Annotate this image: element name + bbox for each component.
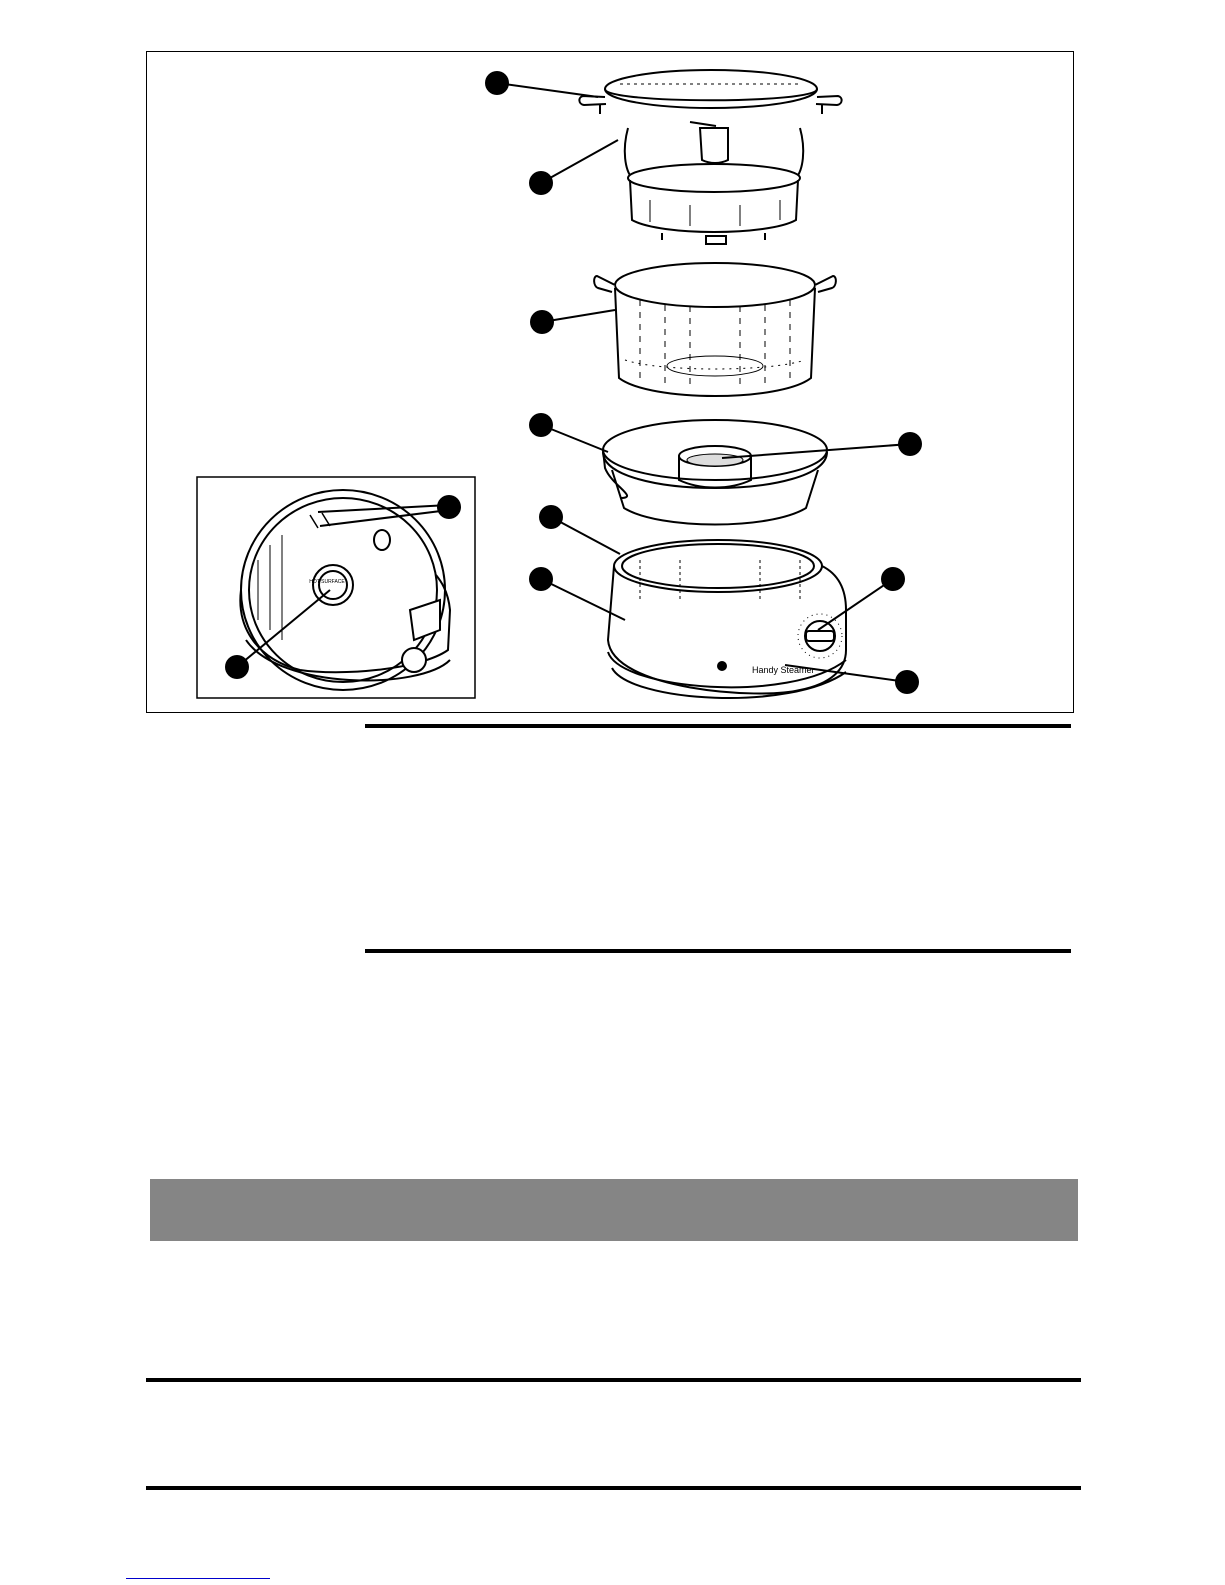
divider-rule-1 xyxy=(146,1378,1081,1382)
footnote-separator xyxy=(126,1578,270,1579)
callout-timer xyxy=(881,567,905,591)
callout-seasonings-basket xyxy=(898,432,922,456)
callout-water-reservoir xyxy=(539,505,563,529)
rice-bowl-drawing xyxy=(625,122,803,244)
divider-rule-2 xyxy=(146,1486,1081,1490)
callout-base xyxy=(529,567,553,591)
inset-label-text: HOT SURFACE xyxy=(309,579,345,585)
callout-drip-tray xyxy=(529,413,553,437)
steaming-bowl-drawing xyxy=(594,263,836,396)
section-rule-top xyxy=(365,724,1071,728)
callout-rice-bowl xyxy=(529,171,553,195)
section-header-band xyxy=(150,1179,1078,1241)
callout-steaming-bowl xyxy=(530,310,554,334)
callout-heating-element xyxy=(225,655,249,679)
lid-drawing xyxy=(579,70,841,114)
product-label-text: Handy Steamer xyxy=(752,665,815,675)
drip-tray-drawing xyxy=(603,420,827,525)
callout-lid xyxy=(485,71,509,95)
section-rule-bottom xyxy=(365,949,1071,953)
callout-indicator-light xyxy=(895,670,919,694)
callout-water-level-marks xyxy=(437,495,461,519)
